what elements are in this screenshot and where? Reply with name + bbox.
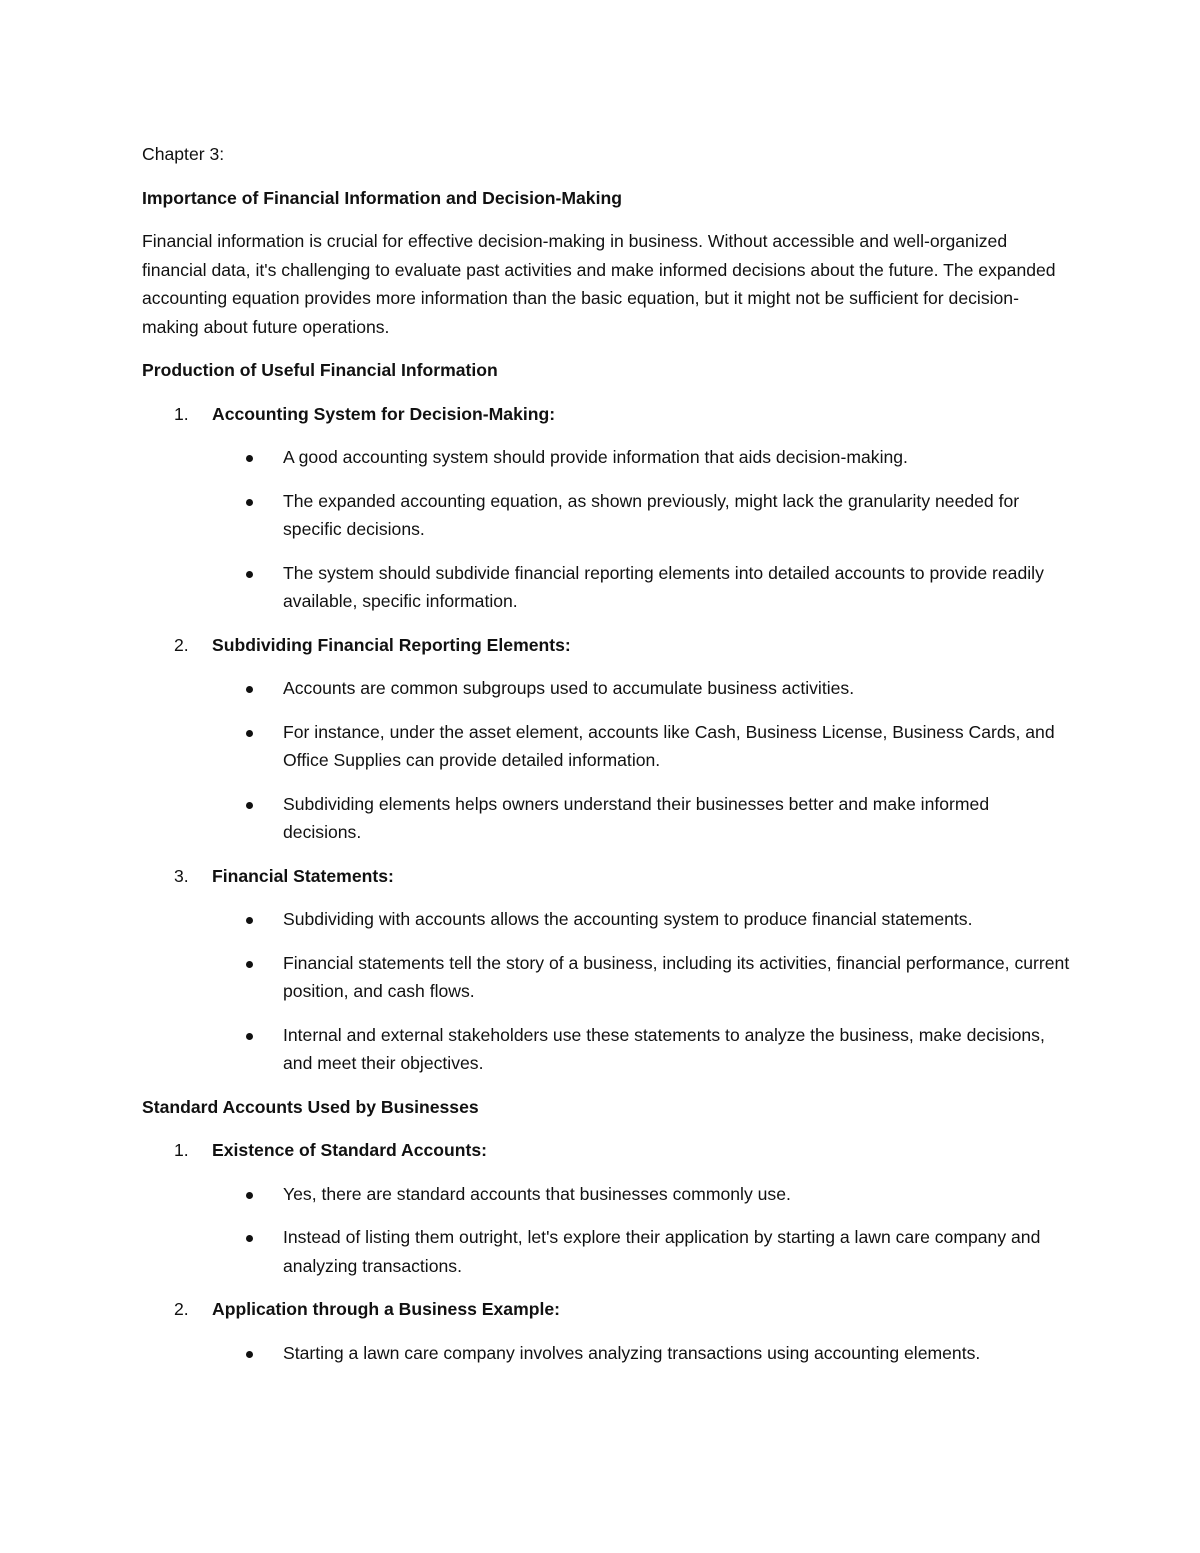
- bullet-text: For instance, under the asset element, accounts like Cash, Business License, Business Cards, and Office Supplies can provide detailed information.: [283, 721, 1055, 770]
- bullet-text: Subdividing elements helps owners understand their businesses better and make informed decisions.: [283, 793, 990, 842]
- bullet-icon: [246, 571, 253, 578]
- section-heading-production: Production of Useful Financial Information: [142, 360, 498, 380]
- bullet-item: [142, 487, 1072, 544]
- bullet-text: Accounts are common subgroups used to accumulate business activities.: [283, 678, 855, 698]
- bullet-item: [142, 790, 1072, 847]
- bullet-text: Starting a lawn care company involves analyzing transactions using accounting elements.: [283, 1342, 981, 1363]
- bullet-text: Internal and external stakeholders use these statements to analyze the business, make decisions, and meet their objectives.: [283, 1024, 1045, 1073]
- bullet-item: [142, 559, 1072, 616]
- item-number: 2.: [174, 1299, 189, 1319]
- item-number: 3.: [174, 865, 189, 886]
- bullet-text: Yes, there are standard accounts that businesses commonly use.: [283, 1183, 791, 1204]
- item-title: Application through a Business Example:: [212, 1299, 561, 1319]
- bullet-item: [142, 905, 1072, 934]
- numbered-item: [142, 1136, 1072, 1165]
- section-heading-standard-accounts: Standard Accounts Used by Businesses: [142, 1096, 479, 1117]
- bullet-icon: [246, 917, 253, 924]
- bullet-icon: [246, 455, 253, 462]
- item-title: Existence of Standard Accounts:: [212, 1140, 488, 1160]
- bullet-icon: [246, 1192, 253, 1199]
- bullet-item: [142, 949, 1072, 1006]
- bullet-text: A good accounting system should provide information that aids decision-making.: [283, 447, 908, 467]
- bullet-item: [142, 443, 1072, 472]
- bullet-item: [142, 1223, 1072, 1280]
- numbered-item: [142, 862, 1072, 891]
- item-title: Accounting System for Decision-Making:: [212, 403, 556, 424]
- item-number: 2.: [174, 634, 189, 655]
- bullet-text: The expanded accounting equation, as shown previously, might lack the granularity needed for specific decisions.: [283, 490, 1020, 539]
- numbered-item: [142, 1295, 1072, 1324]
- bullet-icon: [246, 961, 253, 968]
- bullet-icon: [246, 802, 253, 809]
- item-title: Financial Statements:: [212, 865, 394, 886]
- bullet-icon: [246, 1235, 253, 1242]
- bullet-icon: [246, 730, 253, 737]
- bullet-icon: [246, 1351, 253, 1358]
- section-heading-importance: Importance of Financial Information and Decision-Making: [142, 187, 622, 208]
- numbered-item: [142, 631, 1072, 660]
- item-number: 1.: [174, 1140, 189, 1160]
- bullet-text: The system should subdivide financial reporting elements into detailed accounts to provide readily available, specific information.: [283, 562, 1044, 611]
- bullet-text: Instead of listing them outright, let's explore their application by starting a lawn care company and analyzing transactions.: [283, 1227, 1041, 1276]
- bullet-item: [142, 718, 1072, 775]
- bullet-item: [142, 674, 1072, 703]
- numbered-item: [142, 400, 1072, 429]
- bullet-icon: [246, 686, 253, 693]
- bullet-text: Subdividing with accounts allows the accounting system to produce financial statements.: [283, 909, 973, 929]
- bullet-text: Financial statements tell the story of a business, including its activities, financial performance, current position, and cash flows.: [283, 952, 1070, 1001]
- intro-paragraph: Financial information is crucial for effective decision-making in business. Without accessible and well-organized financial data, it's challenging to evaluate past activities and make informed decisions about the future. The expanded accounting equation provides more information than the basic equation, but it might not be sufficient for decision-making about future operations.: [142, 231, 1056, 337]
- chapter-label: Chapter 3:: [142, 144, 225, 164]
- bullet-item: [142, 1021, 1072, 1078]
- bullet-item: [142, 1339, 1072, 1368]
- item-title: Subdividing Financial Reporting Elements:: [212, 634, 571, 655]
- document-page: [142, 140, 1072, 1382]
- bullet-item: [142, 1180, 1072, 1209]
- bullet-icon: [246, 1033, 253, 1040]
- item-number: 1.: [174, 403, 189, 424]
- bullet-icon: [246, 499, 253, 506]
